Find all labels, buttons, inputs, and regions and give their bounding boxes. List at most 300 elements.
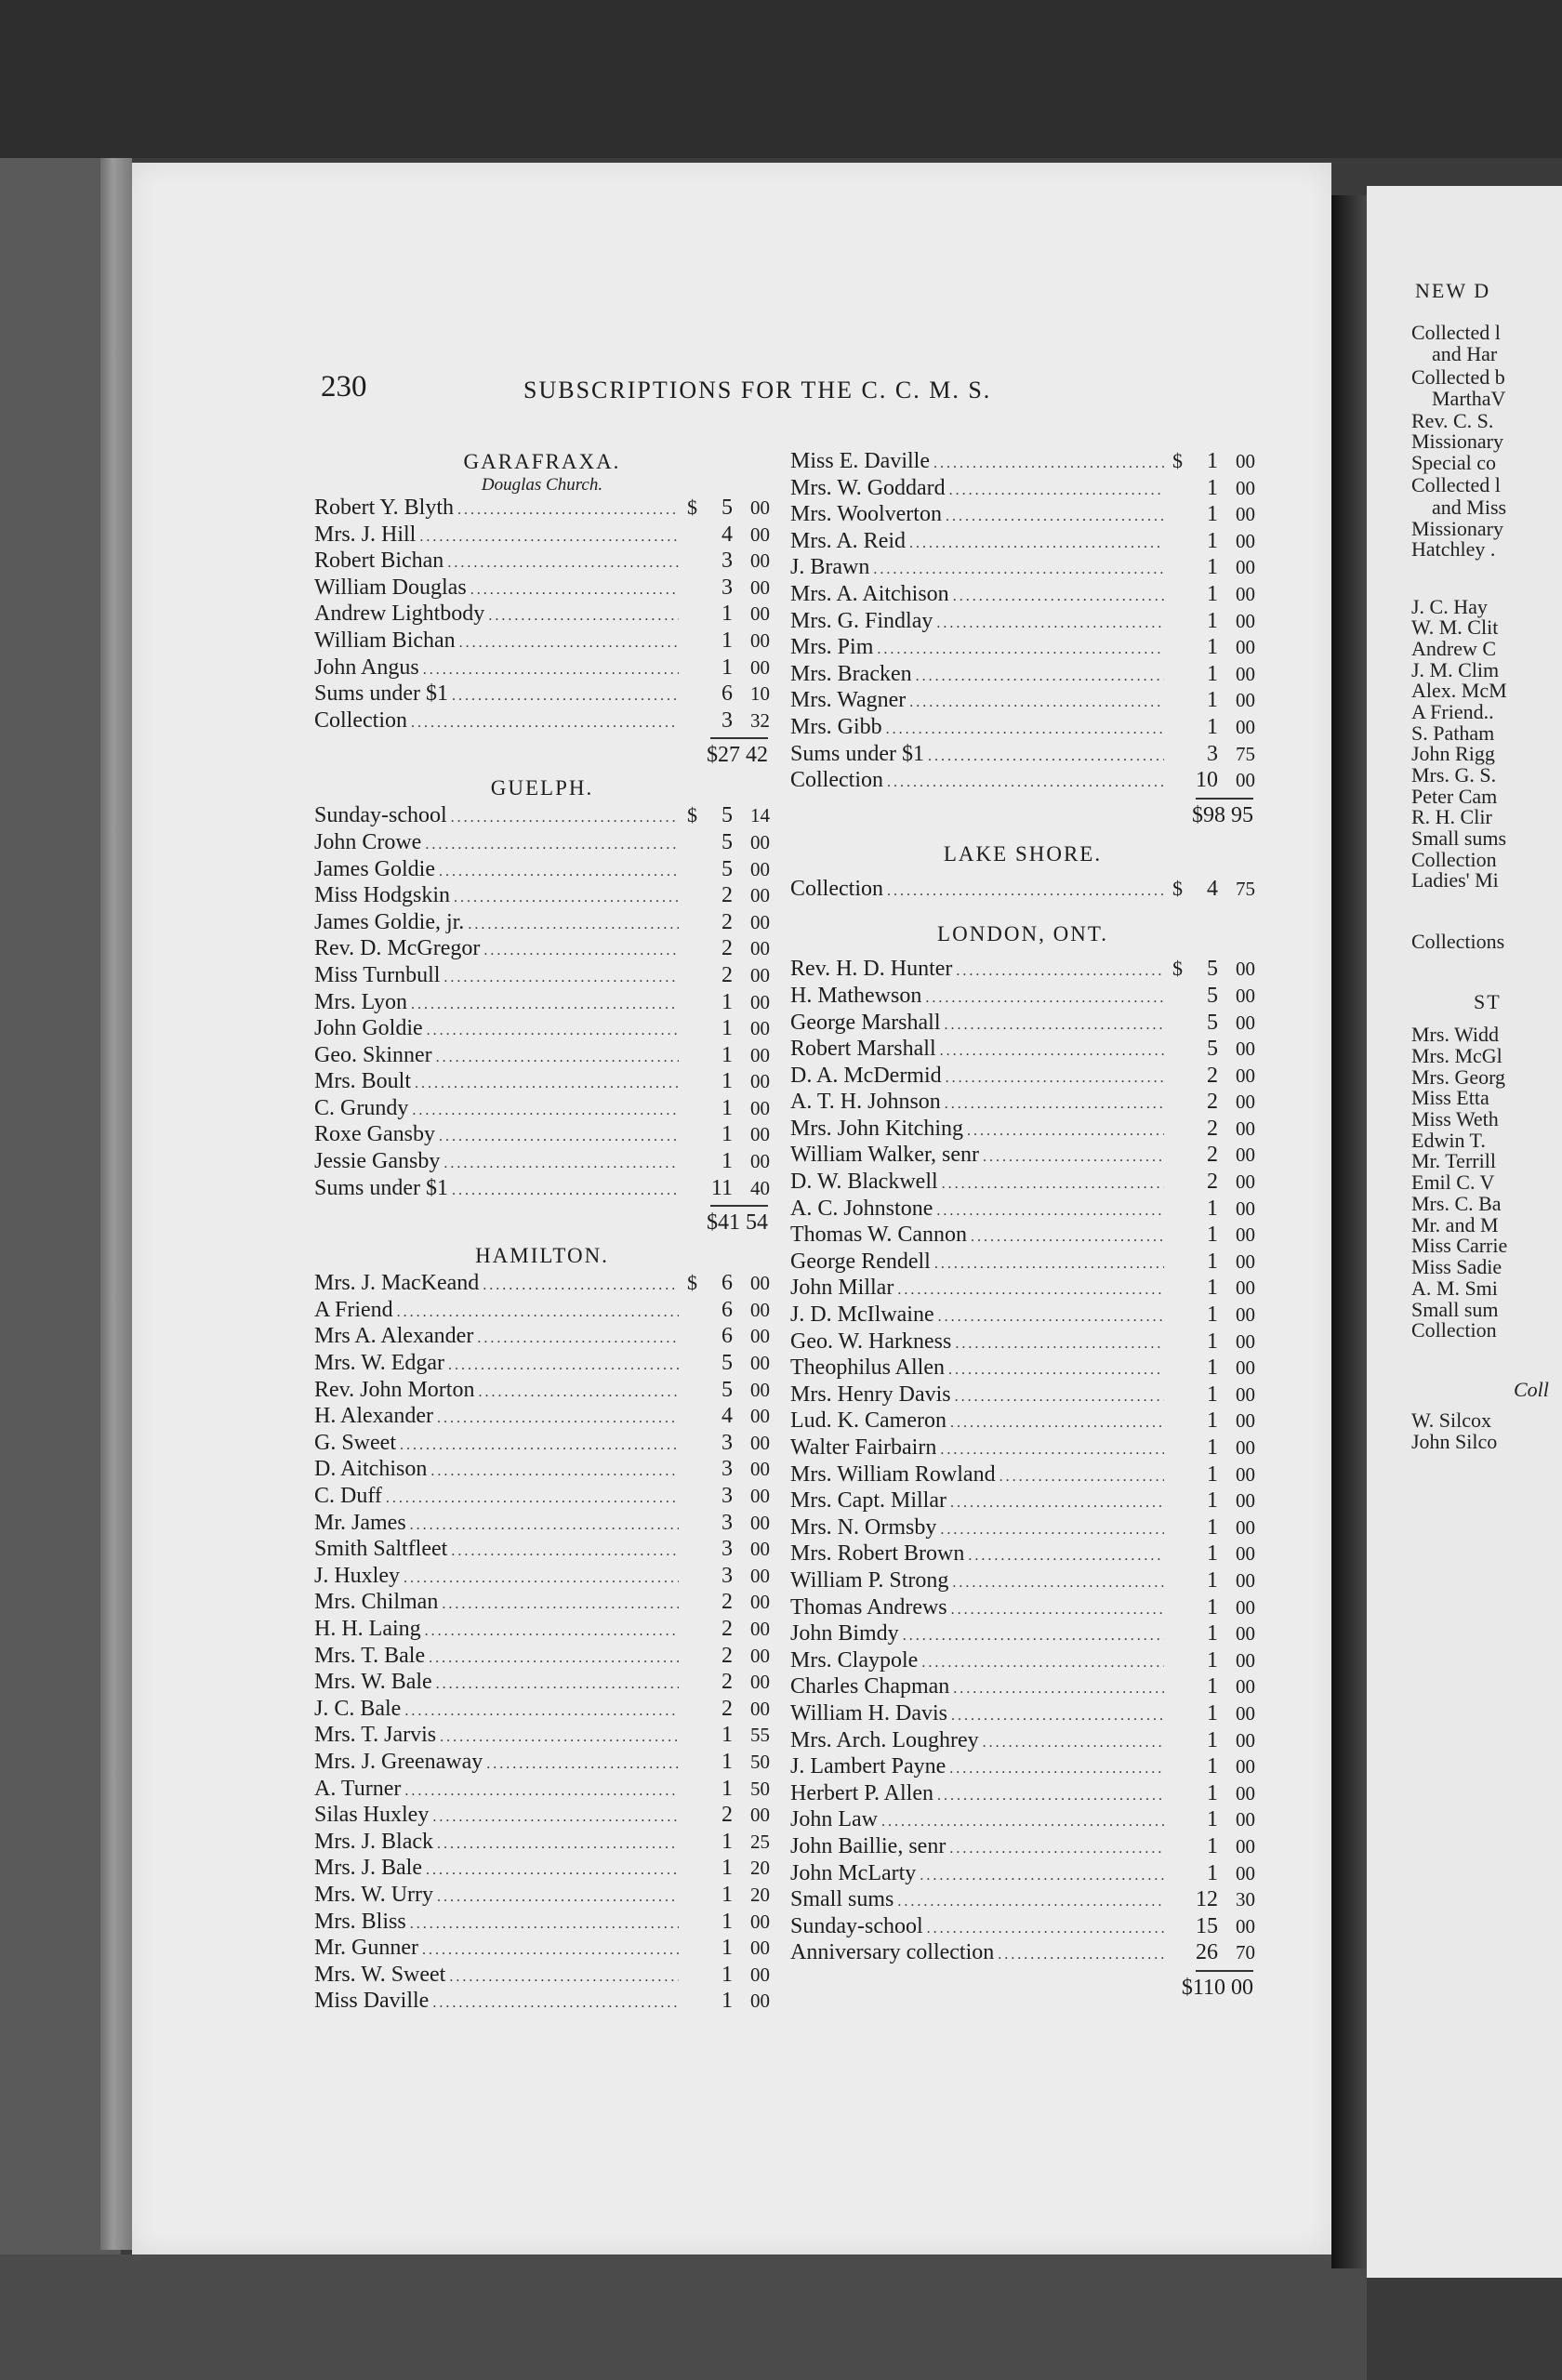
subscriber-name: James Goldie [314,856,435,881]
amount-cents: 00 [1236,582,1255,605]
subscription-row [790,1727,1255,1754]
subscriber-name: A Friend [314,1297,393,1322]
subscriber-name: William Walker, senr [790,1143,979,1168]
leader-dots [955,1384,1164,1411]
leader-dots [897,1277,1164,1304]
leader-dots [483,938,679,965]
amount-cents: 00 [750,1910,770,1933]
amount-cents: 00 [750,990,770,1013]
subscription-row [790,1806,1255,1833]
facing-page-line: Small sum [1411,1298,1499,1321]
amount-cents: 00 [750,1272,770,1295]
section-title: GUELPH. [490,776,594,800]
subscriber-name: J. Huxley [314,1563,400,1588]
amount-cents: 00 [1236,1701,1255,1725]
facing-page-line: and Har [1432,342,1498,365]
subscription-row [790,1913,1255,1940]
facing-page-line: Collected b [1411,365,1505,389]
leader-dots [477,1326,679,1353]
leader-dots [457,497,679,524]
amount-dollars: 1 [1207,688,1218,713]
leader-dots [936,1198,1164,1225]
amount-cents: 00 [750,1937,770,1960]
subscriber-name: C. Grundy [314,1095,409,1120]
subscription-row [314,1510,770,1537]
subscriber-name: Anniversary collection [790,1940,995,1965]
subscription-row [790,448,1255,475]
subscriber-name: Mrs. J. MacKeand [314,1271,480,1296]
subscriber-name: George Rendell [790,1249,931,1274]
subscriber-name: John McLarty [790,1860,917,1885]
amount-dollars: 1 [1207,1567,1218,1593]
subscriber-name: Mrs. Henry Davis [790,1382,951,1407]
leader-dots [404,1699,679,1726]
amount-cents: 00 [750,628,770,652]
leader-dots [956,959,1164,985]
facing-page-line: Coll [1514,1378,1549,1401]
subscription-row [790,661,1255,688]
amount-dollars: 1 [1207,1780,1218,1805]
leader-dots [427,1018,679,1045]
leader-dots [952,1570,1164,1597]
leader-dots [887,879,1164,906]
amount-cents: 00 [1236,476,1255,499]
amount-cents: 14 [750,804,770,827]
amount-cents: 00 [1236,1197,1255,1220]
leader-dots [451,805,679,832]
leader-dots [887,770,1164,797]
subscriber-name: Mrs. J. Black [314,1829,433,1854]
amount-dollars: 1 [1207,1833,1218,1858]
leader-dots [971,1224,1164,1251]
subscription-row [790,956,1255,983]
amount-dollars: 1 [1207,1488,1218,1514]
facing-page-line: Mr. and M [1411,1213,1499,1236]
amount-cents: 00 [750,1511,770,1534]
leader-dots [881,1809,1164,1836]
subscriber-name: John Law [790,1807,878,1832]
facing-page-line: John Rigg [1411,742,1495,765]
subscription-row [790,1647,1255,1674]
facing-page-line: Alex. McM [1411,679,1507,702]
subscriber-name: Mrs. John Kitching [790,1116,963,1141]
amount-dollars: 1 [721,654,733,680]
dollar-sign: $ [687,803,697,827]
section-total: $41 54 [707,1210,768,1236]
amount-cents: 00 [750,602,770,626]
amount-cents: 00 [750,1591,770,1614]
amount-dollars: 1 [1207,635,1218,660]
leader-dots [968,1543,1164,1570]
amount-dollars: 2 [1207,1090,1218,1115]
subscriber-name: Mrs. Wagner [790,688,907,713]
amount-dollars: 2 [721,936,733,961]
subscription-row [790,634,1255,661]
amount-cents: 70 [1236,1941,1255,1964]
subscription-row [790,1382,1255,1408]
facing-page-line: Emil C. V [1411,1170,1495,1194]
subscription-row [790,1196,1255,1223]
subscription-row [790,1169,1255,1196]
amount-cents: 10 [750,682,770,706]
amount-cents: 00 [750,910,770,933]
amount-dollars: 2 [721,909,733,934]
amount-dollars: 1 [721,1095,733,1120]
amount-cents: 00 [750,1485,770,1507]
amount-dollars: 3 [721,1563,733,1588]
subscription-row [314,1095,770,1122]
amount-dollars: 1 [721,1989,733,2014]
subscriber-name: C. Duff [314,1484,382,1508]
subscription-row [790,1700,1255,1727]
leader-dots [411,710,679,737]
subscription-row [314,548,770,575]
leader-dots [442,1592,679,1619]
amount-cents: 00 [1236,1011,1255,1034]
amount-cents: 30 [1236,1888,1255,1911]
facing-page-line: Peter Cam [1411,785,1498,808]
leader-dots [925,985,1164,1012]
amount-cents: 00 [750,1298,770,1321]
amount-dollars: 12 [1196,1887,1218,1912]
amount-cents: 00 [750,1405,770,1428]
subscription-row [314,1430,770,1457]
amount-dollars: 1 [721,1723,733,1748]
subscriber-name: Thomas W. Cannon [790,1223,967,1248]
subscriber-name: Mrs. Lyon [314,989,408,1014]
subscription-row [790,1461,1255,1488]
leader-dots [949,478,1164,505]
amount-dollars: 1 [1207,1807,1218,1832]
leader-dots [945,1091,1164,1118]
subscriber-name: Mrs. W. Goddard [790,475,946,500]
leader-dots [468,912,679,939]
leader-dots [443,965,679,992]
leader-dots [951,1703,1164,1730]
leader-dots [430,1459,679,1486]
facing-page-line: Collection [1411,848,1497,871]
subscription-row [314,1855,770,1882]
subscription-row [314,1536,770,1563]
subscription-row [314,1483,770,1510]
facing-page-line: Collected l [1411,321,1501,344]
leader-dots [432,1805,679,1831]
amount-dollars: 5 [721,803,733,828]
section-total: $110 00 [1181,1975,1253,2000]
amount-dollars: 1 [721,1962,733,1987]
amount-cents: 75 [1236,877,1255,900]
leader-dots [920,1863,1164,1890]
subscription-row [314,1829,770,1856]
subscriber-name: Mrs. Bracken [790,661,912,686]
facing-page-line: Mrs. McGl [1411,1044,1502,1067]
subscriber-name: Mrs. Gibb [790,714,882,739]
leader-dots [483,1273,679,1300]
subscriber-name: Mrs. William Rowland [790,1461,996,1487]
amount-cents: 00 [1236,1091,1255,1114]
facing-page-line: Miss Sadie [1411,1255,1502,1278]
amount-cents: 00 [750,1963,770,1986]
subscriber-name: John Baillie, senr [790,1833,946,1858]
section-title: LAKE SHORE. [943,841,1103,866]
leader-dots [410,1513,679,1540]
leader-dots [897,1889,1164,1916]
garafraxa-list [314,495,770,734]
subscription-row [314,601,770,628]
leader-dots [404,1778,679,1805]
amount-dollars: 1 [1207,528,1218,553]
amount-cents: 00 [750,1671,770,1694]
amount-dollars: 2 [1207,1143,1218,1168]
amount-dollars: 1 [721,1882,733,1907]
subscriber-name: A. Turner [314,1776,402,1801]
amount-dollars: 5 [1207,1010,1218,1035]
amount-cents: 00 [750,1538,770,1561]
subscription-row [790,1540,1255,1567]
amount-dollars: 6 [721,681,733,707]
facing-page-line: R. H. Clir [1411,805,1492,828]
subscriber-name: Rev. H. D. Hunter [790,957,953,982]
leader-dots [916,664,1164,691]
subscription-row [790,1063,1255,1090]
amount-cents: 00 [750,1644,770,1667]
leader-dots [950,1410,1164,1437]
amount-cents: 00 [1236,529,1255,552]
leader-dots [955,1331,1164,1358]
subscription-row [314,1776,770,1803]
leader-dots [950,1490,1164,1517]
dollar-sign: $ [1172,957,1183,981]
subscriber-name: Mrs A. Alexander [314,1324,474,1349]
subscriber-name: D. A. McDermid [790,1063,942,1088]
column-1 [314,448,770,2015]
amount-dollars: 5 [721,496,733,520]
amount-cents: 00 [750,549,770,573]
subscriber-name: Robert Bichan [314,549,444,574]
amount-cents: 20 [750,1883,770,1906]
subscription-row [314,1350,770,1377]
amount-dollars: 1 [1207,475,1218,500]
amount-dollars: 3 [721,575,733,600]
subscriber-name: H. H. Laing [314,1616,421,1641]
leader-dots [938,1304,1164,1331]
subscription-row [790,1116,1255,1143]
amount-cents: 00 [1236,1542,1255,1566]
amount-cents: 00 [1236,1462,1255,1486]
subscription-row [314,1962,770,1989]
leader-dots [937,1783,1164,1810]
leader-dots [425,1619,679,1646]
subscriber-name: John Crowe [314,829,422,854]
amount-cents: 00 [1236,1675,1255,1699]
leader-dots [425,832,679,859]
subscription-row [790,1594,1255,1621]
subscriber-name: William H. Davis [790,1700,948,1726]
amount-cents: 00 [1236,1861,1255,1884]
subscriber-name: Mrs. W. Bale [314,1670,432,1695]
dollar-sign: $ [687,1271,697,1295]
amount-dollars: 11 [710,1175,733,1200]
amount-cents: 00 [1236,636,1255,659]
leader-dots [454,885,679,912]
facing-page-line: J. M. Clim [1411,658,1500,681]
subscription-row [790,1753,1255,1780]
subscriber-name: Smith Saltfleet [314,1537,448,1562]
subscription-row [314,909,770,936]
subscription-row [314,1669,770,1696]
amount-dollars: 4 [721,522,733,547]
running-title: SUBSCRIPTIONS FOR THE C. C. M. S. [523,377,992,403]
amount-cents: 00 [1236,1144,1255,1167]
section-subtitle: Douglas Church. [481,475,603,495]
amount-dollars: 1 [721,989,733,1014]
subscription-row [790,876,1255,903]
amount-dollars: 3 [721,1457,733,1482]
leader-dots [437,1406,679,1433]
amount-dollars: 2 [721,1803,733,1828]
amount-dollars: 5 [1207,983,1218,1008]
leader-dots [903,1623,1164,1650]
subscription-row [790,741,1255,768]
amount-cents: 00 [750,1804,770,1827]
subscriber-name: John Angus [314,654,419,680]
amount-cents: 00 [1236,1489,1255,1513]
subscriber-name: Andrew Lightbody [314,602,485,627]
subscriber-name: Rev. D. McGregor [314,936,481,961]
section-title: GARAFRAXA. [463,450,621,473]
subscription-row [314,1121,770,1148]
leader-dots [459,630,679,657]
subscriber-name: Mrs. Woolverton [790,502,942,527]
subscription-row [314,802,770,829]
amount-dollars: 1 [1207,1860,1218,1885]
subscription-row [314,1297,770,1324]
subscription-row [314,1589,770,1616]
amount-cents: 00 [1236,1515,1255,1539]
amount-dollars: 26 [1196,1940,1218,1965]
leader-dots [934,1251,1164,1278]
leader-dots [877,637,1164,664]
subscription-row [314,856,770,883]
amount-dollars: 1 [1207,555,1218,580]
subscriber-name: Miss Turnbull [314,962,441,987]
leader-dots [940,1517,1164,1544]
amount-dollars: 1 [1207,608,1218,633]
leader-dots [451,1539,679,1566]
amount-dollars: 3 [721,549,733,574]
subscriber-name: Herbert P. Allen [790,1780,933,1805]
subscription-row [790,1329,1255,1355]
amount-cents: 50 [750,1777,770,1800]
subscription-row [314,882,770,909]
facing-page-line: John Silco [1411,1430,1498,1453]
amount-dollars: 2 [1207,1063,1218,1088]
leader-dots [886,717,1164,744]
book-gutter [1331,195,1367,2268]
subscriber-name: Miss Hodgskin [314,883,451,908]
subscriber-name: Mrs. Bliss [314,1909,406,1934]
subscriber-name: Sums under $1 [314,1175,448,1200]
leader-dots [415,1071,679,1098]
subscription-row [314,1148,770,1175]
subscription-row [314,1015,770,1042]
amount-dollars: 2 [721,962,733,987]
subscriber-name: Sunday-school [314,803,447,828]
subscriber-name: Mr. James [314,1510,406,1535]
amount-dollars: 1 [1207,1754,1218,1779]
amount-cents: 00 [1236,1409,1255,1433]
subscriber-name: Collection [790,876,883,901]
subscriber-name: Jessie Gansby [314,1149,441,1174]
facing-page-line: Miss Carrie [1411,1234,1508,1257]
subscriber-name: J. C. Bale [314,1696,402,1721]
amount-cents: 20 [750,1857,770,1880]
amount-cents: 00 [1236,662,1255,685]
subscription-row [314,575,770,602]
facing-page-line: Mrs. C. Ba [1411,1192,1502,1215]
amount-dollars: 4 [721,1404,733,1429]
subscription-row [314,654,770,681]
amount-cents: 00 [1236,1568,1255,1592]
amount-dollars: 6 [721,1324,733,1349]
subscription-row [790,1620,1255,1647]
leader-dots [436,1672,679,1699]
subscriber-name: John Goldie [314,1016,423,1041]
amount-dollars: 3 [721,1484,733,1508]
subscription-row [790,1567,1255,1594]
amount-cents: 00 [1236,503,1255,526]
leader-dots [412,1098,679,1125]
leader-dots [933,451,1164,478]
subscription-row [790,1275,1255,1302]
amount-cents: 00 [750,884,770,907]
amount-dollars: 1 [1207,502,1218,527]
subscription-row [790,1514,1255,1541]
subscription-row [790,1780,1255,1807]
facing-page-line: NEW D [1415,279,1491,302]
amount-dollars: 1 [1207,1223,1218,1248]
facing-page-line: MarthaV [1432,387,1506,410]
amount-cents: 00 [1236,1356,1255,1380]
leader-dots [967,1118,1164,1145]
subscriber-name: A. T. H. Johnson [790,1090,941,1115]
amount-cents: 00 [750,1990,770,2013]
amount-dollars: 5 [721,829,733,854]
lake-shore-list [790,876,1255,903]
subscriber-name: Sums under $1 [314,681,448,707]
amount-cents: 00 [1236,769,1255,792]
amount-dollars: 3 [721,1537,733,1562]
leader-dots [998,1942,1164,1969]
amount-cents: 00 [1236,556,1255,579]
section-total: $27 42 [707,743,768,768]
amount-dollars: 1 [721,602,733,627]
facing-page-line: Mrs. Georg [1411,1065,1506,1089]
amount-dollars: 1 [1207,661,1218,686]
subscriber-name: Small sums [790,1887,894,1912]
leader-dots [429,1646,679,1673]
subscription-row [314,1882,770,1909]
subscription-row [790,1355,1255,1382]
leader-dots [410,1911,679,1938]
subscription-row [314,495,770,522]
amount-dollars: 5 [1207,957,1218,982]
subscription-row [790,528,1255,555]
amount-cents: 00 [1236,609,1255,632]
amount-dollars: 1 [721,1749,733,1774]
leader-dots [423,657,679,684]
subscriber-name: D. Aitchison [314,1457,428,1482]
